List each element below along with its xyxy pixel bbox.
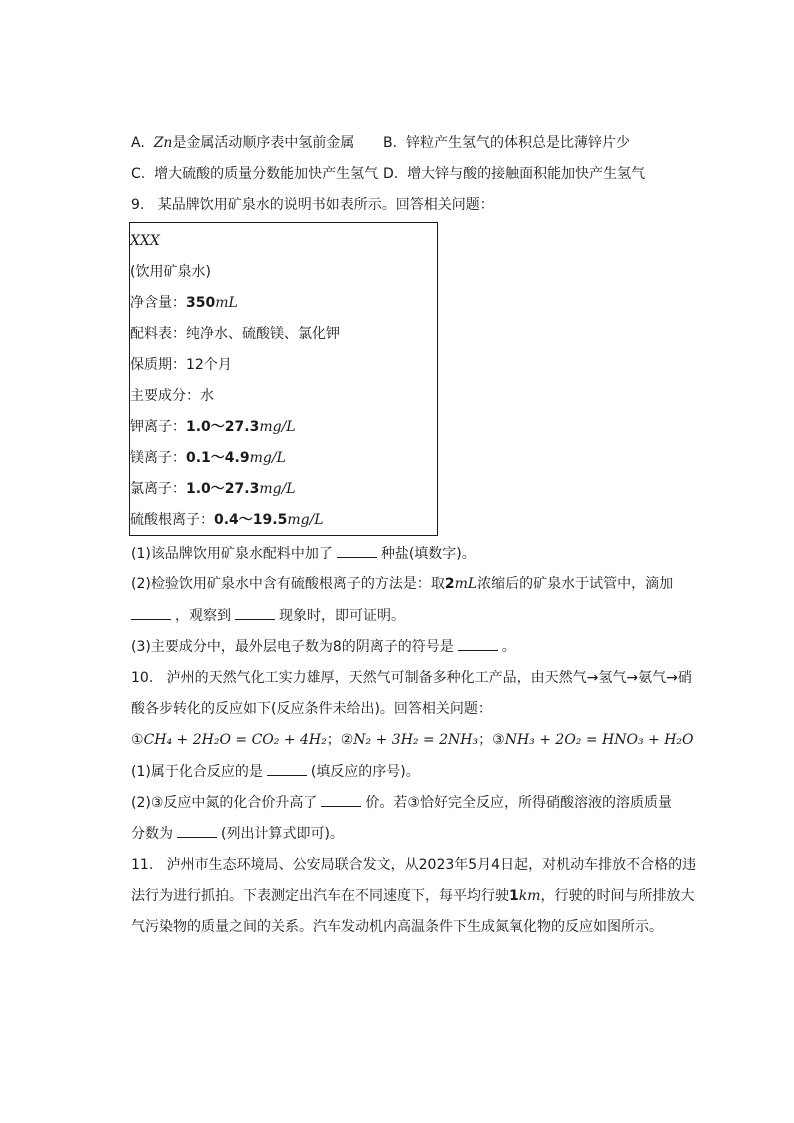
option-b (383, 133, 630, 153)
label-shelf-life: 保质期：12个月 (130, 357, 232, 373)
equation-1: CH₄ + 2H₂O = CO₂ + 4H₂ (143, 732, 327, 748)
label-key: 钾离子： (130, 419, 186, 435)
label-key: 硫酸根离子： (130, 512, 214, 528)
question-number: 9. (131, 197, 145, 213)
option-text: 是金属活动顺序表中氢前金属 (172, 135, 355, 151)
option-text: 锌粒产生氢气的体积总是比薄锌片少 (405, 135, 630, 151)
sub-question-text: 浓缩后的矿泉水于试管中，滴加 (477, 576, 674, 592)
answer-blank[interactable] (235, 605, 275, 620)
sub-question-text: 种盐(填数字)。 (380, 546, 476, 562)
label-chloride (130, 479, 296, 499)
question-10-stem-cont: 酸各步转化的反应如下(反应条件未给出)。回答相关问题： (131, 701, 492, 717)
label-type: (饮用矿泉水) (130, 264, 211, 280)
question-10-sub2 (131, 792, 672, 813)
equation-marker: ③ (492, 732, 505, 748)
question-9-sub2 (131, 574, 673, 594)
label-sulfate (130, 510, 324, 530)
question-text: 法行为进行抓拍。下表测定出汽车在不同速度下，每平均行驶 (131, 888, 509, 904)
label-value: 1.0～27.3 (186, 481, 260, 497)
question-text: 某品牌饮用矿泉水的说明书如表所示。回答相关问题： (157, 197, 494, 213)
answer-blank[interactable] (458, 636, 498, 651)
sub-question-text: (2)检验饮用矿泉水中含有硫酸根离子的方法是：取 (131, 576, 445, 592)
label-unit: mg/L (259, 419, 296, 435)
sub-question-text: (3)主要成分中，最外层电子数为8的阴离子的符号是 (131, 639, 454, 655)
mineral-water-label-box (129, 222, 438, 536)
option-letter: A. (131, 135, 145, 151)
equation-marker: ② (340, 732, 354, 748)
question-text: 泸州市生态环境局、公安局联合发文，从2023年5月4日起，对机动车排放不合格的违 (166, 857, 697, 873)
label-volume (130, 293, 238, 313)
sub-question-text: (1)属于化合反应的是 (131, 764, 263, 780)
label-value: 0.1～4.9 (186, 450, 250, 466)
option-letter: D. (383, 166, 399, 182)
distance-unit: km (518, 888, 541, 904)
label-value: 1.0～27.3 (186, 419, 260, 435)
volume-unit: mL (454, 576, 478, 592)
question-9-sub2-cont (131, 605, 405, 626)
label-main-component: 主要成分：水 (130, 388, 214, 404)
question-11-stem-cont (131, 886, 695, 906)
question-text: 泸州的天然气化工实力雄厚，天然气可制备多种化工产品，由天然气→氢气→氨气→硝 (166, 670, 692, 686)
sub-question-text: (列出计算式即可)。 (221, 826, 344, 842)
option-a (131, 133, 354, 153)
question-text: ，行驶的时间与所排放大 (540, 888, 695, 904)
question-10-stem (131, 668, 692, 688)
label-key: 净含量： (130, 295, 186, 311)
equation-2: N₂ + 3H₂ = 2NH₃ (353, 732, 479, 748)
option-letter: B. (383, 135, 398, 151)
label-key: 镁离子： (130, 450, 186, 466)
label-unit: mL (215, 295, 238, 311)
label-unit: mg/L (259, 481, 296, 497)
answer-blank[interactable] (321, 792, 361, 807)
zinc-symbol: Zn (153, 135, 173, 151)
question-10-sub2-cont (131, 823, 344, 844)
distance-number: 1 (509, 888, 519, 904)
sub-question-text: (填反应的序号)。 (310, 764, 420, 780)
label-unit: mg/L (287, 512, 324, 528)
label-ingredients: 配料表：纯净水、硫酸镁、氯化钾 (130, 326, 340, 342)
question-9-sub1 (131, 543, 476, 564)
sub-question-text: 分数为 (131, 826, 173, 842)
question-9-stem (131, 195, 494, 215)
option-letter: C. (131, 166, 146, 182)
sub-question-text: (2)③反应中氮的化合价升高了 (131, 795, 318, 811)
equation-3: NH₃ + 2O₂ = HNO₃ + H₂O (504, 732, 694, 748)
sub-question-text: 。 (501, 639, 516, 655)
question-11-stem (131, 855, 696, 875)
answer-blank[interactable] (267, 761, 307, 776)
question-10-sub1 (131, 761, 420, 782)
option-d (383, 164, 645, 184)
label-key: 氯离子： (130, 481, 186, 497)
question-9-sub3 (131, 636, 516, 657)
option-c (131, 164, 378, 184)
option-text: 增大锌与酸的接触面积能加快产生氢气 (407, 166, 646, 182)
answer-blank[interactable] (177, 823, 217, 838)
answer-blank[interactable] (131, 605, 171, 620)
question-number: 11. (131, 857, 154, 873)
sub-question-text: 价。若③恰好完全反应，所得硝酸溶液的溶质质量 (365, 795, 672, 811)
sub-question-text: 现象时，即可证明。 (279, 608, 405, 624)
sub-question-text: (1)该品牌饮用矿泉水配料中加了 (131, 546, 333, 562)
question-10-equations (131, 730, 694, 750)
volume-number: 2 (444, 576, 455, 592)
separator: ； (478, 732, 493, 748)
label-value: 350 (186, 295, 216, 311)
label-potassium (130, 417, 296, 437)
question-11-stem-cont2: 气污染物的质量之间的关系。汽车发动机内高温条件下生成氮氧化物的反应如图所示。 (131, 919, 663, 935)
label-brand: XXX (130, 233, 160, 249)
label-unit: mg/L (249, 450, 286, 466)
equation-marker: ① (131, 732, 144, 748)
label-value: 0.4～19.5 (214, 512, 288, 528)
option-text: 增大硫酸的质量分数能加快产生氢气 (154, 166, 379, 182)
sub-question-text: ，观察到 (175, 608, 231, 624)
label-magnesium (130, 448, 286, 468)
answer-blank[interactable] (337, 543, 377, 558)
question-number: 10. (131, 670, 154, 686)
separator: ； (326, 732, 341, 748)
